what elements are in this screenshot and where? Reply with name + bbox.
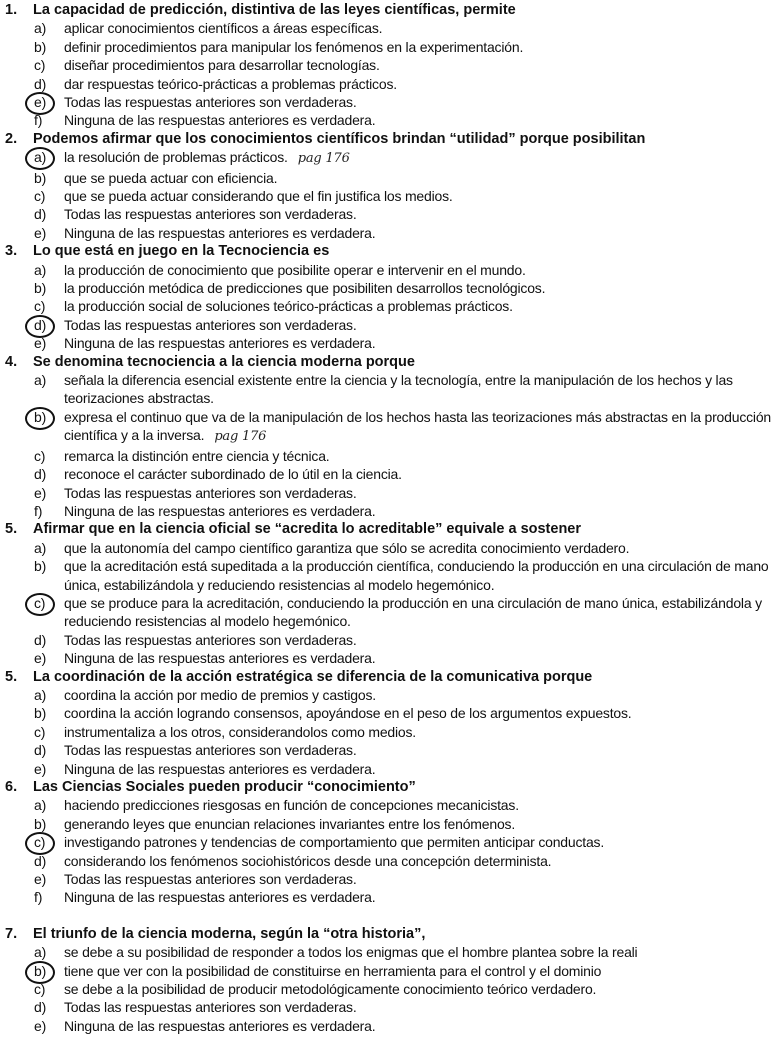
option-letter: e) [34,870,47,887]
option-text: Todas las respuestas anteriores son verdaderas. [64,316,357,333]
option-text: la producción social de soluciones teórico-prácticas a problemas prácticos. [64,298,513,315]
selected-answer-option [0,93,774,111]
option-letter: a) [34,372,47,389]
circled-option-letter: b) [34,408,47,425]
option-letter: f) [34,502,43,519]
question-heading [0,1,780,19]
option-letter: f) [34,889,43,906]
option-letter: b) [34,169,47,186]
option-letter: e) [34,224,47,241]
option-letter: a) [34,539,47,556]
question-number: 3. [5,243,18,260]
option-letter: b) [34,280,47,297]
selected-answer-option [0,594,774,631]
option-letter: f) [34,112,43,129]
answer-option [0,447,774,465]
option-letter: d) [34,742,47,759]
question-number: 5. [5,521,18,538]
question-text: Lo que está en juego en la Tecnociencia es [33,243,330,260]
question-number: 1. [5,2,18,18]
option-letter: c) [34,723,46,740]
option-text: señala la diferencia esencial existente entre la ciencia y la tecnología, entre la manipulación de los hechos y las teorizaciones abstractas. [64,372,733,407]
answer-option [0,502,774,520]
option-text: se debe a la posibilidad de producir metodológicamente conocimiento teórico verdadero. [64,981,597,997]
circled-option-letter: b) [34,962,47,979]
option-text: tiene que ver con la posibilidad de constituirse en herramienta para el control y el dominio [64,962,602,979]
question-heading [0,925,780,943]
answer-option [0,980,774,998]
exam-document [0,1,780,1035]
option-text: instrumentaliza a los otros, considerandolos como medios. [64,723,416,740]
answer-option [0,943,774,961]
option-letter: e) [34,335,47,352]
option-letter: e) [34,1017,47,1034]
answer-option [0,261,774,279]
answer-option [0,75,774,93]
option-letter: b) [34,815,47,832]
answer-option [0,815,774,833]
answer-option [0,205,774,223]
question-text: Se denomina tecnociencia a la ciencia moderna porque [33,353,415,370]
question-text: El triunfo de la ciencia moderna, según la “otra historia”, [33,925,426,942]
option-letter: c) [34,188,46,205]
circled-option-letter: e) [34,94,47,111]
option-letter: d) [34,999,47,1016]
question-number: 6. [5,778,18,795]
option-text: que la acreditación está supeditada a la producción científica, conduciendo la producción en una circulación de mano única, estabilizándola y reduciendo resistencias al modelo hegemónico. [64,558,769,593]
selected-answer-option [0,833,774,851]
option-letter: a) [34,261,47,278]
option-text: se debe a su posibilidad de responder a todos los enigmas que el hombre plantea sobre la reali [64,944,638,961]
circled-option-letter: c) [34,594,46,611]
question-number: 5. [5,668,18,685]
option-text: definir procedimientos para manipular los fenómenos en la experimentación. [64,38,524,55]
circled-option-letter: c) [34,834,46,851]
option-letter: e) [34,484,47,501]
option-text: Ninguna de las respuestas anteriores es verdadera. [64,889,376,906]
option-text: haciendo predicciones riesgosas en función de concepciones mecanicistas. [64,797,519,814]
option-letter: c) [34,447,46,464]
option-text: aplicar conocimientos científicos a áreas específicas. [64,20,383,37]
option-letter: d) [34,206,47,223]
answer-option [0,686,774,704]
answer-option [0,371,774,408]
answer-option [0,723,774,741]
option-text: la resolución de problemas prácticos. [64,149,288,166]
question-text: La coordinación de la acción estratégica se diferencia de la comunicativa porque [33,668,593,685]
option-letter: c) [34,981,46,997]
option-text: Ninguna de las respuestas anteriores es verdadera. [64,502,376,519]
answer-option [0,334,774,352]
option-letter: a) [34,944,47,961]
answer-option [0,38,774,56]
answer-option [0,297,774,315]
option-text: que se pueda actuar con eficiencia. [64,169,278,186]
question-text: La capacidad de predicción, distintiva de las leyes científicas, permite [33,2,516,18]
answer-option [0,631,774,649]
selected-answer-option [0,962,774,980]
circled-option-letter: a) [34,149,47,166]
option-text: expresa el continuo que va de la manipulación de los hechos hasta las teorizaciones más abstractas en la producción científica y a la inversa. [64,408,771,444]
option-text: coordina la acción por medio de premios y castigos. [64,686,376,703]
question-number: 4. [5,353,18,370]
handwritten-page-note: pag 176 [214,429,267,445]
question-heading [0,242,780,260]
option-letter: d) [34,466,47,483]
option-letter: c) [34,57,46,74]
option-text: Ninguna de las respuestas anteriores es verdadera. [64,1017,376,1034]
selected-answer-option [0,408,774,447]
option-text: Todas las respuestas anteriores son verdaderas. [64,870,357,887]
answer-option [0,852,774,870]
answer-option [0,484,774,502]
option-text: Ninguna de las respuestas anteriores es verdadera. [64,112,376,129]
option-text: Todas las respuestas anteriores son verdaderas. [64,999,357,1016]
question-text: Las Ciencias Sociales pueden producir “conocimiento” [33,778,416,795]
option-letter: e) [34,760,47,777]
option-letter: a) [34,20,47,37]
option-letter: c) [34,298,46,315]
option-text: Ninguna de las respuestas anteriores es verdadera. [64,335,376,352]
answer-option [0,557,774,594]
option-letter: d) [34,852,47,869]
option-letter: b) [34,705,47,722]
spacer [0,907,780,925]
option-letter: a) [34,797,47,814]
question-text: Podemos afirmar que los conocimientos científicos brindan “utilidad” porque posibilitan [33,130,646,147]
selected-answer-option [0,148,774,168]
answer-option [0,187,774,205]
option-letter: b) [34,558,47,575]
option-text: generando leyes que enuncian relaciones invariantes entre los fenómenos. [64,815,516,832]
option-text: coordina la acción logrando consensos, apoyándose en el peso de los argumentos expuestos. [64,705,632,722]
question-heading [0,668,780,686]
answer-option [0,465,774,483]
option-letter: a) [34,686,47,703]
answer-option [0,224,774,242]
answer-option [0,539,774,557]
question-heading [0,778,780,796]
option-letter: b) [34,38,47,55]
option-text: dar respuestas teórico-prácticas a problemas prácticos. [64,75,397,92]
option-text: que se produce para la acreditación, conduciendo la producción en una circulación de mano única, estabilizándola y reduciendo resistencias al modelo hegemónico. [64,594,762,630]
option-text: Todas las respuestas anteriores son verdaderas. [64,742,357,759]
answer-option [0,111,774,129]
answer-option [0,279,774,297]
option-text: investigando patrones y tendencias de comportamiento que permiten anticipar conductas. [64,834,605,851]
question-heading [0,353,780,371]
option-letter: d) [34,631,47,648]
option-text: reconoce el carácter subordinado de lo útil en la ciencia. [64,466,402,483]
question-heading [0,130,780,148]
answer-option [0,1017,774,1035]
option-text: Todas las respuestas anteriores son verdaderas. [64,206,357,223]
answer-option [0,741,774,759]
option-text: Todas las respuestas anteriores son verdaderas. [64,631,357,648]
option-text: la producción metódica de predicciones que posibiliten desarrollos tecnológicos. [64,280,546,297]
option-letter: d) [34,75,47,92]
option-text: considerando los fenómenos sociohistóricos desde una concepción determinista. [64,852,552,869]
option-letter: e) [34,650,47,667]
option-text: remarca la distinción entre ciencia y técnica. [64,447,330,464]
option-text: diseñar procedimientos para desarrollar tecnologías. [64,57,380,74]
answer-option [0,19,774,37]
question-number: 7. [5,925,18,942]
answer-option [0,870,774,888]
option-text: Ninguna de las respuestas anteriores es verdadera. [64,760,376,777]
question-number: 2. [5,130,18,147]
circled-option-letter: d) [34,316,47,333]
selected-answer-option [0,316,774,334]
answer-option [0,998,774,1016]
option-text: que se pueda actuar considerando que el fin justifica los medios. [64,188,453,205]
question-heading [0,520,780,538]
option-text: Todas las respuestas anteriores son verdaderas. [64,94,357,111]
answer-option [0,704,774,722]
answer-option [0,56,774,74]
question-text: Afirmar que en la ciencia oficial se “acredita lo acreditable” equivale a sostener [33,521,582,538]
option-text: Ninguna de las respuestas anteriores es verdadera. [64,650,376,667]
handwritten-page-note: pag 176 [297,151,350,167]
answer-option [0,796,774,814]
option-text: la producción de conocimiento que posibilite operar e intervenir en el mundo. [64,261,526,278]
option-text: Todas las respuestas anteriores son verdaderas. [64,484,357,501]
answer-option [0,649,774,667]
option-text: Ninguna de las respuestas anteriores es verdadera. [64,224,376,241]
answer-option [0,760,774,778]
option-text: que la autonomía del campo científico garantiza que sólo se acredita conocimiento verdadero. [64,539,630,556]
answer-option [0,169,774,187]
answer-option [0,888,774,906]
